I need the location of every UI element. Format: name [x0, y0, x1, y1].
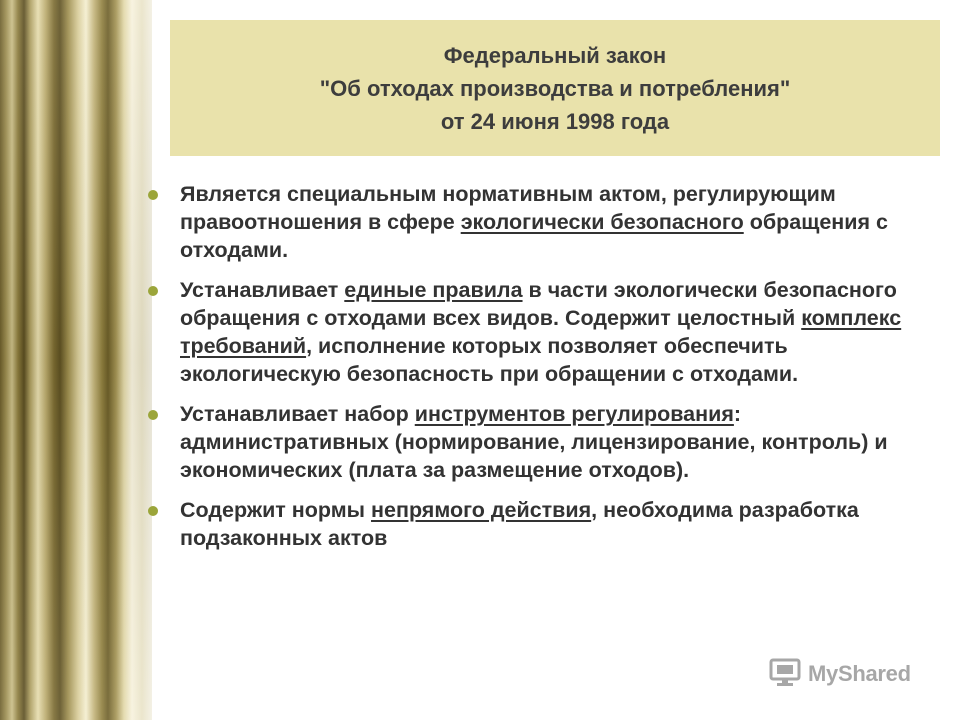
- decorative-stripes: [0, 0, 152, 720]
- bullet-text: в части экологически безопасного обращения с отходами всех видов. Содержит целостный: [180, 278, 897, 330]
- title-line-2: "Об отходах производства и потребления": [319, 75, 791, 101]
- bullet-text: Является специальным нормативным актом, регулирующим правоотношения в сфере: [180, 182, 836, 234]
- bullet-dot-icon: [148, 190, 158, 200]
- bullet-text: : административных (нормирование, лицензирование, контроль) и экономических (плата за размещение отходов).: [180, 402, 888, 482]
- slide-title-box: [170, 20, 940, 156]
- bullet-text: Устанавливает набор: [180, 402, 415, 426]
- underlined-term: инструментов регулирования: [414, 402, 734, 426]
- watermark-text: MyShared: [808, 661, 911, 686]
- bullet-text: Устанавливает: [180, 278, 345, 302]
- watermark: [768, 658, 911, 690]
- bullet-dot-icon: [148, 410, 158, 420]
- bullet-text: , необходима разработка подзаконных актов: [180, 498, 859, 550]
- underlined-term: комплекс требований: [180, 306, 902, 358]
- underlined-term: непрямого действия: [371, 498, 592, 522]
- bullet-list: [148, 180, 948, 564]
- bullet-dot-icon: [148, 506, 158, 516]
- bullet-text: Содержит нормы: [180, 498, 372, 522]
- bullet-text: , исполнение которых позволяет обеспечить экологическую безопасность при обращении с отходами.: [180, 334, 799, 386]
- bullet-item: [148, 180, 948, 264]
- monitor-logo-icon: [768, 657, 802, 692]
- underlined-term: экологически безопасного: [460, 210, 744, 234]
- bullet-item: [148, 400, 948, 484]
- bullet-text: обращения с отходами.: [180, 210, 888, 262]
- bullet-item: [148, 276, 948, 388]
- bullet-dot-icon: [148, 286, 158, 296]
- title-line-1: Федеральный закон: [443, 42, 667, 68]
- bullet-item: [148, 496, 948, 552]
- title-line-3: от 24 июня 1998 года: [440, 108, 670, 134]
- underlined-term: единые правила: [344, 278, 523, 302]
